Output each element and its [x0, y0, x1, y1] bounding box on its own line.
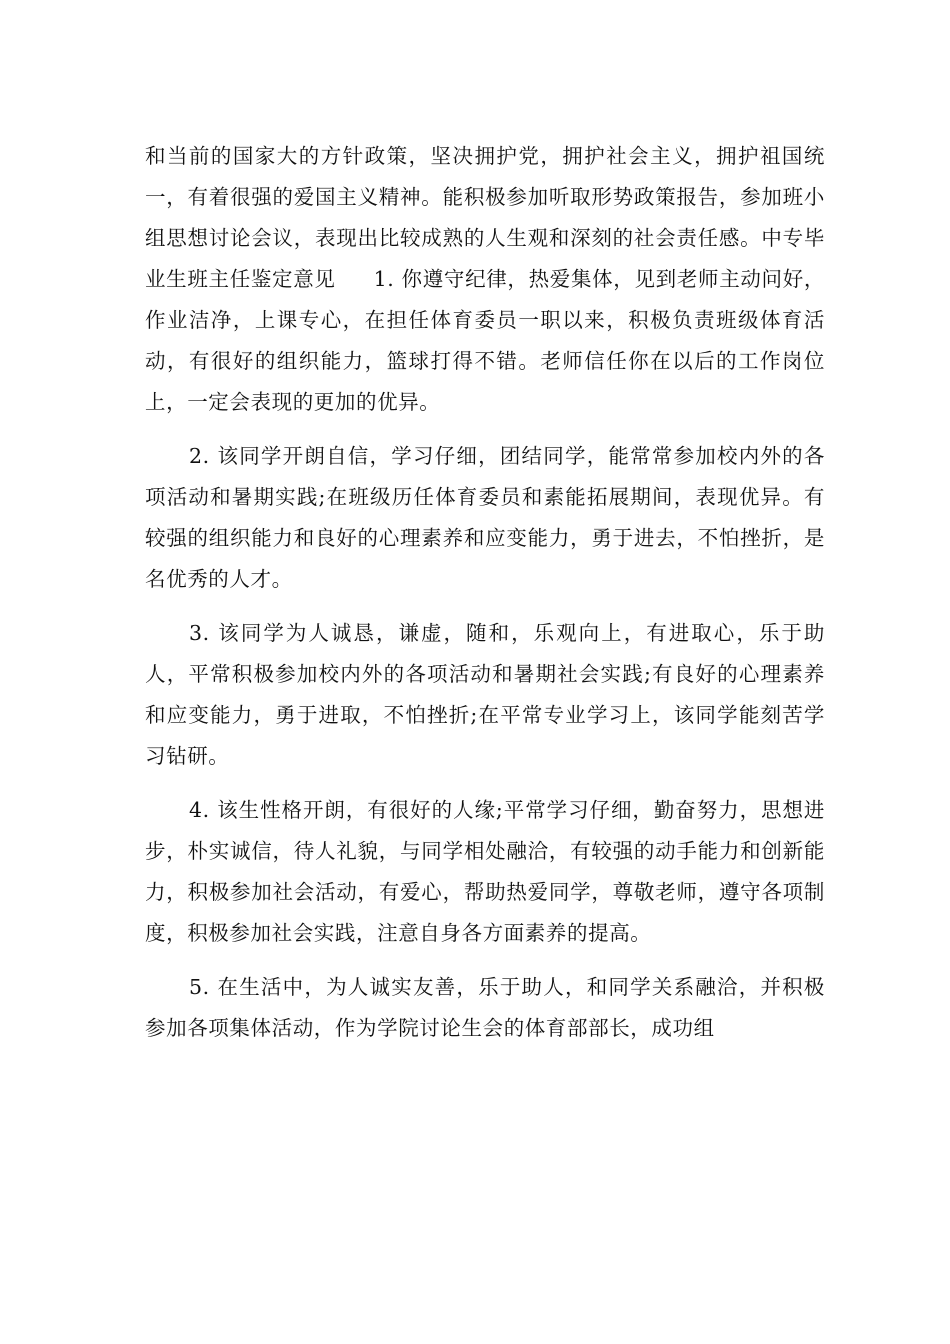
paragraph-comment-2: 2. 该同学开朗自信，学习仔细，团结同学，能常常参加校内外的各项活动和暑期实践;在班级历任体育委员和素能拓展期间，表现优异。有较强的组织能力和良好的心理素养和应变能力，勇于进去，不怕挫折，是名优秀的人才。 [145, 444, 825, 591]
paragraph-comment-1: 1. 你遵守纪律，热爱集体，见到老师主动问好，作业洁净，上课专心，在担任体育委员一职以来，积极负责班级体育活动，有很好的组织能力，篮球打得不错。老师信任你在以后的工作岗位上，一定会表现的更加的优异。 [145, 267, 825, 414]
paragraph-comment-4: 4. 该生性格开朗，有很好的人缘;平常学习仔细，勤奋努力，思想进步，朴实诚信，待人礼貌，与同学相处融洽，有较强的动手能力和创新能力，积极参加社会活动，有爱心，帮助热爱同学，尊敬老师，遵守各项制度，积极参加社会实践，注意自身各方面素养的提高。 [145, 798, 825, 945]
paragraph-comment-5: 5. 在生活中，为人诚实友善，乐于助人，和同学关系融洽，并积极参加各项集体活动，作为学院讨论生会的体育部部长，成功组 [145, 975, 825, 1040]
paragraph-comment-3: 3. 该同学为人诚恳，谦虚，随和，乐观向上，有进取心，乐于助人，平常积极参加校内外的各项活动和暑期社会实践;有良好的心理素养和应变能力，勇于进取，不怕挫折;在平常专业学习上，该同学能刻苦学习钻研。 [145, 621, 825, 768]
paragraph-intro [145, 136, 825, 423]
paragraph-intro-text: 和当前的国家大的方针政策，坚决拥护党，拥护社会主义，拥护祖国统一，有着很强的爱国主义精神。能积极参加听取形势政策报告，参加班小组思想讨论会议，表现出比较成熟的人生观和深刻的社会责任感。中专毕业生班主任鉴定意见 [145, 144, 825, 291]
document-page [145, 136, 825, 1062]
